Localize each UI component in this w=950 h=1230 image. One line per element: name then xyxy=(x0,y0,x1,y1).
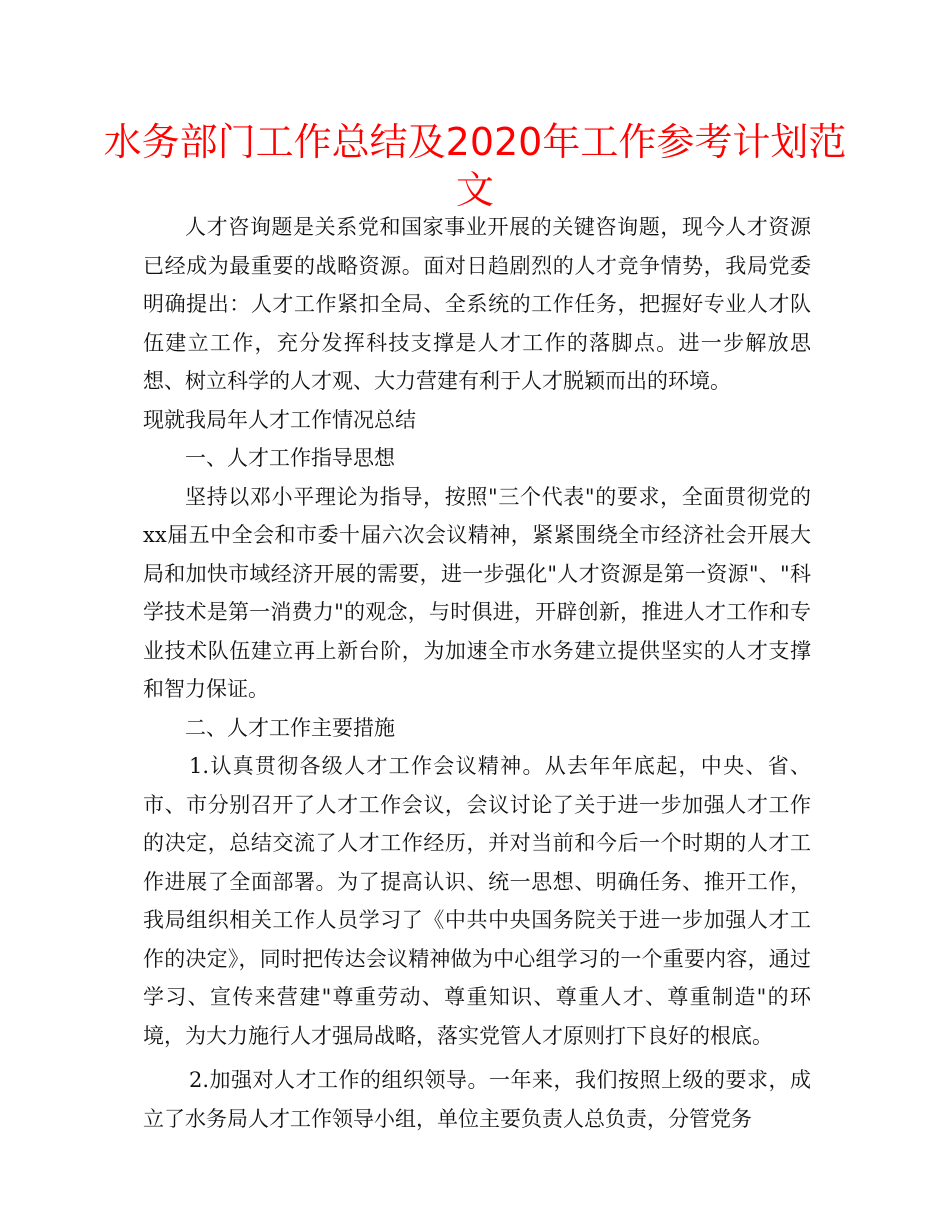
summary-line: 现就我局年人才工作情况总结 xyxy=(143,407,416,432)
document-body xyxy=(143,208,811,1138)
intro-paragraph: 人才咨询题是关系党和国家事业开展的关键咨询题，现今人才资源已经成为最重要的战略资源。面对日趋剧烈的人才竞争情势，我局党委明确提出：人才工作紧扣全局、全系统的工作任务，把握好专业人才队伍建立工作，充分发挥科技支撑是人才工作的落脚点。进一步解放思想、树立科学的人才观、大力营建有利于人才脱颖而出的环境。 xyxy=(143,215,811,393)
measure-1-paragraph: 1.认真贯彻各级人才工作会议精神。从去年年底起，中央、省、市、市分别召开了人才工作会议，会议讨论了关于进一步加强人才工作的决定，总结交流了人才工作经历，并对当前和今后一个时期的人才工作进展了全面部署。为了提高认识、统一思想、明确任务、推开工作，我局组织相关工作人员学习了《中共中央国务院关于进一步加强人才工作的决定》，同时把传达会议精神做为中心组学习的一个重要内容，通过学习、宣传来营建"尊重劳动、尊重知识、尊重人才、尊重制造"的环境，为大力施行人才强局战略，落实党管人才原则打下良好的根底。 xyxy=(143,754,811,1048)
guiding-thought-paragraph: 坚持以邓小平理论为指导，按照"三个代表"的要求，全面贯彻党的xx届五中全会和市委十届六次会议精神，紧紧围绕全市经济社会开展大局和加快市域经济开展的需要，进一步强化"人才资源是第一资源"、"科学技术是第一消费力"的观念，与时俱进，开辟创新，推进人才工作和专业技术队伍建立再上新台阶，为加速全市水务建立提供坚实的人才支撑和智力保证。 xyxy=(143,484,811,701)
document-title: 水务部门工作总结及2020年工作参考计划范文 xyxy=(103,120,847,212)
section-heading-main-measures: 二、人才工作主要措施 xyxy=(185,715,395,740)
section-heading-guiding-thought: 一、人才工作指导思想 xyxy=(185,446,395,470)
measure-2-paragraph: 2.加强对人才工作的组织领导。一年来，我们按照上级的要求，成立了水务局人才工作领导小组，单位主要负责人总负责，分管党务 xyxy=(143,1068,811,1131)
